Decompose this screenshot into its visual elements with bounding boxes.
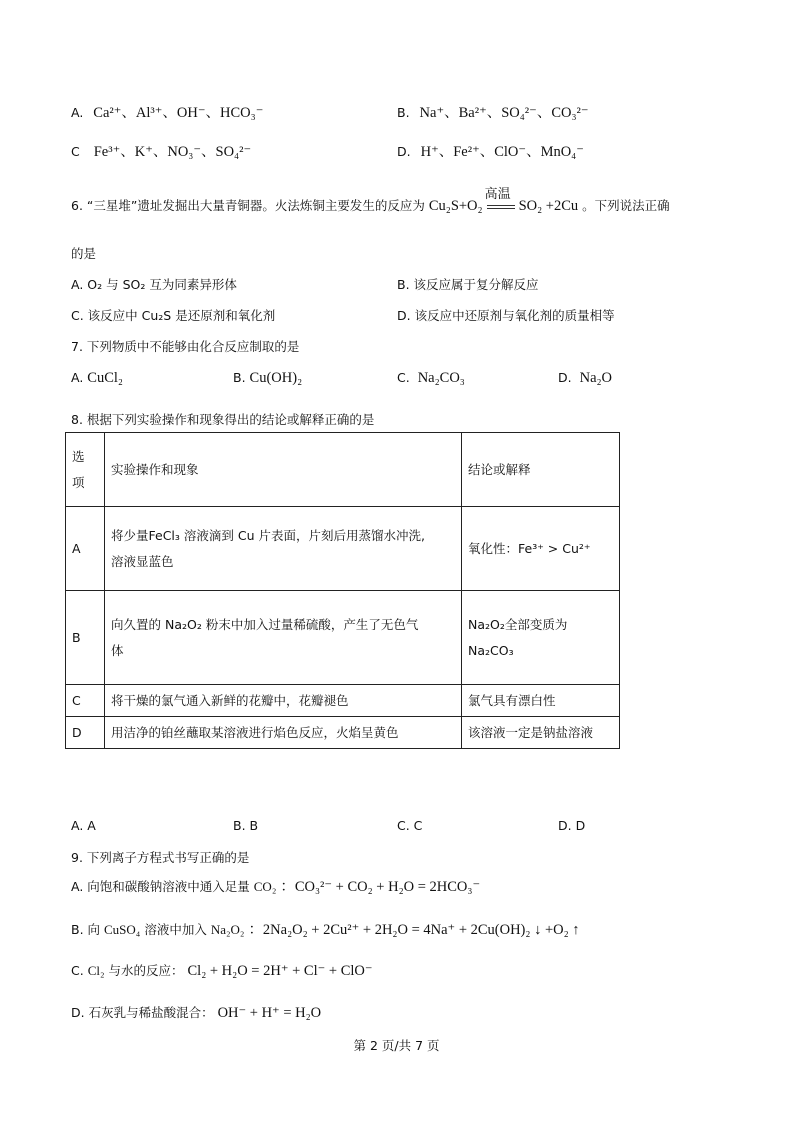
q9-option-b-salt: CuSO₄ xyxy=(104,922,141,937)
q5-option-c-ions: Fe³⁺、K⁺、NO₃⁻、SO₄²⁻ xyxy=(93,144,252,160)
q5-option-c xyxy=(71,140,251,161)
q8-answer-c: C. C xyxy=(397,818,423,833)
q9-option-c-label: C. xyxy=(71,963,84,978)
q8-answer-b: B. B xyxy=(233,818,259,833)
q6-option-d: D. 该反应中还原剂与氧化剂的质量相等 xyxy=(397,308,615,323)
q9-option-b-equation: ：2Na₂O₂ + 2Cu²⁺ + 2H₂O = 4Na⁺ + 2Cu(OH)₂ ↓ +O₂ ↑ xyxy=(248,922,580,938)
table-row xyxy=(66,591,620,685)
q7-option-c-label: C. xyxy=(397,370,410,385)
q9-stem: 9. 下列离子方程式书写正确的是 xyxy=(71,850,250,865)
table-row xyxy=(66,685,620,717)
row-a-conclusion: 氧化性：Fe³⁺ > Cu²⁺ xyxy=(462,507,620,591)
row-c-option: C xyxy=(66,685,105,717)
q7-option-a-label: A. xyxy=(71,370,84,385)
header-conclusion-cell: 结论或解释 xyxy=(462,433,620,507)
row-d-conclusion: 该溶液一定是钠盐溶液 xyxy=(462,717,620,749)
q9-option-c-equation: Cl₂ + H₂O = 2H⁺ + Cl⁻ + ClO⁻ xyxy=(187,963,373,979)
q5-option-b xyxy=(397,101,589,122)
q5-option-d-ions: H⁺、Fe²⁺、ClO⁻、MnO₄⁻ xyxy=(420,144,584,160)
header-option-line1: 选 xyxy=(72,448,85,464)
q7-option-d xyxy=(558,370,612,387)
q9-option-b-text: B. 向 xyxy=(71,922,101,937)
row-b-option: B xyxy=(66,591,105,685)
q5-option-a xyxy=(71,101,263,122)
q5-option-a-label: A. xyxy=(71,105,84,120)
q5-option-d-label: D. xyxy=(397,144,411,159)
q5-option-c-label: C xyxy=(71,144,80,159)
page-footer: 第 2 页/共 7 页 xyxy=(353,1038,440,1053)
row-a-operation xyxy=(105,507,462,591)
header-option-line2: 项 xyxy=(72,474,85,490)
q5-option-a-ions: Ca²⁺、Al³⁺、OH⁻、HCO₃⁻ xyxy=(93,105,264,121)
row-b-operation-line2: 体 xyxy=(111,642,124,658)
q6-stem-text: 6. “三星堆”遗址发掘出大量青铜器。火法炼铜主要发生的反应为 xyxy=(71,198,425,213)
q8-answer-a: A. A xyxy=(71,818,96,833)
row-b-conclusion-line2: Na₂CO₃ xyxy=(468,642,514,658)
q7-option-c xyxy=(397,370,465,387)
row-b-operation xyxy=(105,591,462,685)
row-b-operation-line1: 向久置的 Na₂O₂ 粉末中加入过量稀硫酸，产生了无色气 xyxy=(111,616,419,632)
q9-option-c xyxy=(71,961,373,980)
q9-option-a xyxy=(71,875,480,896)
q9-option-d-text: D. 石灰乳与稀盐酸混合： xyxy=(71,1005,214,1020)
q7-option-a-formula: CuCl₂ xyxy=(87,370,123,386)
q6-stem-text-after: 。下列说法正确 xyxy=(582,198,670,213)
row-b-conclusion-line1: Na₂O₂全部变质为 xyxy=(468,616,568,632)
q6-equation-right: SO₂ +2Cu xyxy=(518,198,579,214)
q5-option-d xyxy=(397,140,584,161)
q7-option-c-formula: Na₂CO₃ xyxy=(417,370,465,386)
q6-option-c: C. 该反应中 Cu₂S 是还原剂和氧化剂 xyxy=(71,308,276,323)
q9-option-c-text: 与水的反应： xyxy=(108,963,184,978)
q9-option-d-equation: OH⁻ + H⁺ = H₂O xyxy=(217,1005,322,1021)
q9-option-b xyxy=(71,918,580,939)
q6-option-b: B. 该反应属于复分解反应 xyxy=(397,277,539,292)
q7-option-b-formula: Cu(OH)₂ xyxy=(249,370,303,386)
table-row xyxy=(66,507,620,591)
q7-option-b-label: B. xyxy=(233,370,246,385)
q9-option-d xyxy=(71,1003,321,1022)
q7-stem: 7. 下列物质中不能够由化合反应制取的是 xyxy=(71,339,300,354)
q5-option-b-label: B. xyxy=(397,105,410,120)
q8-stem: 8. 根据下列实验操作和现象得出的结论或解释正确的是 xyxy=(71,412,375,427)
q8-experiment-table xyxy=(65,432,620,749)
q6-equation-left: Cu₂S+O₂ xyxy=(428,198,483,214)
q9-option-b-reagent: Na₂O₂ xyxy=(210,922,245,937)
q6-option-a: A. O₂ 与 SO₂ 互为同素异形体 xyxy=(71,277,237,292)
q7-option-b xyxy=(233,370,302,387)
q9-option-c-reagent: Cl₂ xyxy=(87,963,105,978)
q7-option-d-label: D. xyxy=(558,370,572,385)
q9-option-a-text: A. 向饱和碳酸钠溶液中通入足量 xyxy=(71,879,250,894)
row-a-operation-line1: 将少量FeCl₃ 溶液滴到 Cu 片表面，片刻后用蒸馏水冲洗, xyxy=(111,527,425,543)
table-row xyxy=(66,717,620,749)
q8-answer-d: D. D xyxy=(558,818,586,833)
row-c-operation: 将干燥的氯气通入新鲜的花瓣中，花瓣褪色 xyxy=(105,685,462,717)
q6-equation-arrow xyxy=(484,186,515,215)
q7-option-d-formula: Na₂O xyxy=(579,370,613,386)
row-d-option: D xyxy=(66,717,105,749)
row-b-conclusion xyxy=(462,591,620,685)
header-option-cell xyxy=(66,433,105,507)
row-a-operation-line2: 溶液显蓝色 xyxy=(111,553,174,569)
q6-equation-condition: 高温 xyxy=(484,186,511,202)
q6-stem xyxy=(71,186,670,215)
q7-option-a xyxy=(71,370,123,387)
row-c-conclusion: 氯气具有漂白性 xyxy=(462,685,620,717)
q9-option-a-gas: CO₂ xyxy=(253,879,277,894)
q6-stem-line2: 的是 xyxy=(71,246,97,261)
q5-option-b-ions: Na⁺、Ba²⁺、SO₄²⁻、CO₃²⁻ xyxy=(419,105,589,121)
table-header-row xyxy=(66,433,620,507)
row-a-option: A xyxy=(66,507,105,591)
header-operation-cell: 实验操作和现象 xyxy=(105,433,462,507)
q9-option-a-equation: ：CO₃²⁻ + CO₂ + H₂O = 2HCO₃⁻ xyxy=(280,879,481,895)
row-d-operation: 用洁净的铂丝蘸取某溶液进行焰色反应，火焰呈黄色 xyxy=(105,717,462,749)
q9-option-b-text2: 溶液中加入 xyxy=(144,922,207,937)
